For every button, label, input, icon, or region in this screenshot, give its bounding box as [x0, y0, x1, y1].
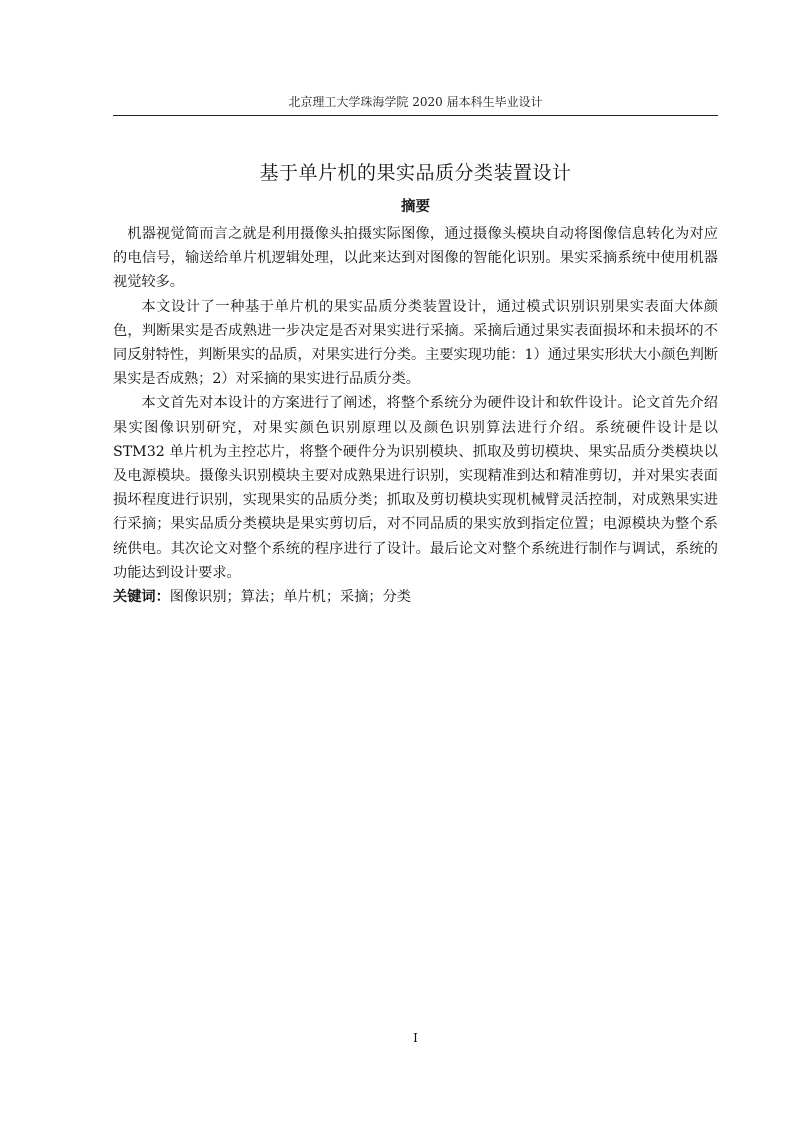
- document-title: 基于单片机的果实品质分类装置设计: [259, 162, 572, 184]
- abstract-heading: 摘要: [401, 199, 430, 215]
- abstract-paragraph-2: 本文设计了一种基于单片机的果实品质分类装置设计，通过模式识别识别果实表面大体颜色，判断果实是否成熟进一步决定是否对果实进行采摘。采摘后通过果实表面损坏和未损坏的不同反射特性，判断果实的品质，对果实进行分类。主要实现功能：1）通过果实形状大小颜色判断果实是否成熟；2）对采摘的果实进行品质分类。: [113, 298, 718, 388]
- keywords-label: 关键词：: [113, 589, 170, 606]
- running-header-text: 北京理工大学珠海学院 2020 届本科生毕业设计: [288, 95, 543, 109]
- keywords-list: 图像识别；算法；单片机；采摘；分类: [169, 589, 411, 606]
- running-header: [113, 93, 718, 116]
- page-number: I: [413, 1031, 418, 1045]
- keywords-line: [113, 585, 718, 609]
- abstract-paragraph-1: 机器视觉简而言之就是利用摄像头拍摄实际图像，通过摄像头模块自动将图像信息转化为对应的电信号，输送给单片机逻辑处理，以此来达到对图像的智能化识别。果实采摘系统中使用机器视觉较多。: [113, 226, 718, 291]
- abstract-paragraph-3: 本文首先对本设计的方案进行了阐述，将整个系统分为硬件设计和软件设计。论文首先介绍果实图像识别研究，对果实颜色识别原理以及颜色识别算法进行介绍。系统硬件设计是以 STM32 单片机为主控芯片，将整个硬件分为识别模块、抓取及剪切模块、果实品质分类模块以及电源模块。摄像头识别模块主要对成熟果进行识别，实现精准到达和精准剪切，并对果实表面损坏程度进行识别，实现果实的品质分类；抓取及剪切模块实现机械臂灵活控制，对成熟果实进行采摘；果实品质分类模块是果实剪切后，对不同品质的果实放到指定位置；电源模块为整个系统供电。其次论文对整个系统的程序进行了设计。最后论文对整个系统进行制作与调试，系统的功能达到设计要求。: [113, 395, 718, 581]
- abstract-body: [113, 222, 718, 609]
